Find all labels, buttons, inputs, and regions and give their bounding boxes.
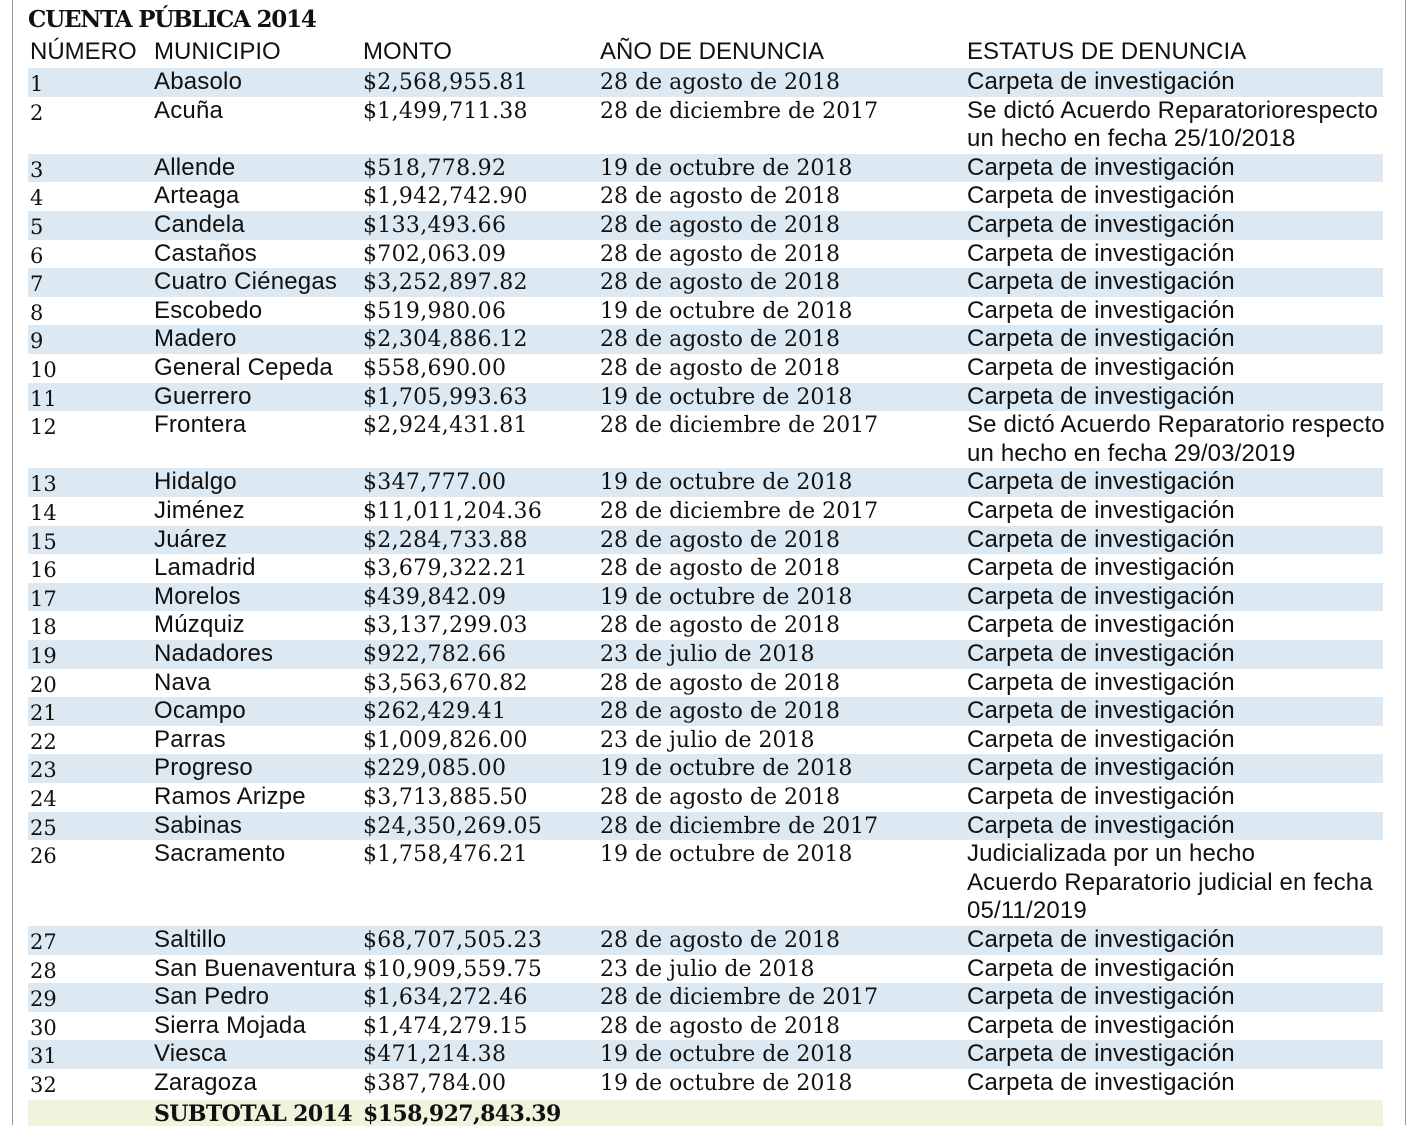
cell-municipio: Castaños <box>154 239 257 267</box>
cell-numero: 13 <box>30 472 57 497</box>
cell-anio-denuncia: 23 de julio de 2018 <box>600 956 815 982</box>
table-row <box>28 526 1383 555</box>
cell-monto: $702,063.09 <box>363 241 507 267</box>
table-row <box>28 211 1383 240</box>
table-row <box>28 1012 1383 1041</box>
cell-monto: $1,634,272.46 <box>363 985 528 1011</box>
cell-numero: 23 <box>30 758 57 783</box>
cell-municipio: Nava <box>154 668 211 696</box>
cell-numero: 15 <box>30 529 57 554</box>
table-row <box>28 154 1383 183</box>
cell-municipio: Cuatro Ciénegas <box>154 268 338 296</box>
cell-numero: 11 <box>30 386 57 411</box>
cell-estatus-denuncia <box>967 97 1378 154</box>
cell-numero: 12 <box>30 415 57 440</box>
cell-municipio: Acuña <box>154 96 224 124</box>
cell-municipio: Arteaga <box>154 182 240 210</box>
cell-monto: $3,713,885.50 <box>363 785 528 810</box>
cell-anio-denuncia: 23 de julio de 2018 <box>600 642 815 667</box>
cell-anio-denuncia: 28 de diciembre de 2017 <box>600 413 879 439</box>
cell-municipio: Allende <box>154 153 236 181</box>
cell-numero: 16 <box>30 558 57 583</box>
cell-anio-denuncia: 28 de agosto de 2018 <box>600 670 840 696</box>
cell-monto: $1,758,476.21 <box>363 842 528 868</box>
table-row <box>28 640 1383 669</box>
cell-anio-denuncia: 28 de diciembre de 2017 <box>600 499 879 524</box>
cell-estatus-denuncia <box>967 583 1235 612</box>
cell-municipio: Nadadores <box>154 640 274 667</box>
estatus-line: Carpeta de investigación <box>967 926 1235 953</box>
table-row <box>28 1040 1383 1069</box>
cell-numero: 10 <box>30 358 57 382</box>
cell-numero: 4 <box>30 186 44 211</box>
table-row <box>28 468 1383 497</box>
cell-numero: 6 <box>30 243 44 268</box>
cell-anio-denuncia: 19 de octubre de 2018 <box>600 756 853 782</box>
cell-estatus-denuncia <box>967 354 1235 383</box>
cell-estatus-denuncia <box>967 669 1235 698</box>
cell-anio-denuncia: 28 de agosto de 2018 <box>600 70 840 95</box>
table-row <box>28 812 1383 841</box>
cell-numero: 3 <box>30 157 44 182</box>
cell-monto: $10,909,559.75 <box>363 956 543 982</box>
cell-estatus-denuncia <box>967 68 1235 97</box>
header-anio-denuncia: AÑO DE DENUNCIA <box>600 38 825 65</box>
cell-numero: 9 <box>30 329 44 354</box>
table-row <box>28 754 1383 783</box>
cell-anio-denuncia: 23 de julio de 2018 <box>600 727 815 753</box>
estatus-line: Carpeta de investigación <box>967 68 1235 95</box>
cell-monto: $1,705,993.63 <box>363 384 528 410</box>
cell-numero: 28 <box>30 958 57 983</box>
cell-anio-denuncia: 28 de agosto de 2018 <box>600 241 840 267</box>
cell-monto: $439,842.09 <box>363 584 507 610</box>
cell-numero: 21 <box>30 701 57 726</box>
estatus-line: Carpeta de investigación <box>967 954 1235 982</box>
cell-monto: $1,474,279.15 <box>363 1013 528 1039</box>
cell-monto: $262,429.41 <box>363 699 507 725</box>
cell-monto: $3,252,897.82 <box>363 270 528 296</box>
cell-monto: $68,707,505.23 <box>363 928 543 953</box>
table-row <box>28 268 1383 297</box>
cell-municipio: Múzquiz <box>154 611 245 639</box>
estatus-line: Carpeta de investigación <box>967 268 1235 296</box>
cell-estatus-denuncia <box>967 240 1235 269</box>
cell-municipio: General Cepeda <box>154 354 333 381</box>
estatus-line: Carpeta de investigación <box>967 382 1235 410</box>
table-row <box>28 955 1383 984</box>
estatus-line: Carpeta de investigación <box>967 697 1235 725</box>
cell-numero: 31 <box>30 1044 57 1069</box>
cell-numero: 5 <box>30 215 44 239</box>
cell-municipio: Abasolo <box>154 68 243 95</box>
estatus-line: Carpeta de investigación <box>967 640 1235 667</box>
cell-municipio: Sacramento <box>154 840 286 868</box>
cell-numero: 2 <box>30 100 44 125</box>
cell-municipio: Saltillo <box>154 926 227 953</box>
cell-monto: $519,980.06 <box>363 298 507 324</box>
estatus-line: Carpeta de investigación <box>967 668 1235 696</box>
cell-numero: 30 <box>30 1015 57 1040</box>
cell-estatus-denuncia <box>967 812 1235 841</box>
estatus-line: Se dictó Acuerdo Reparatoriorespecto <box>967 96 1378 124</box>
estatus-line: Carpeta de investigación <box>967 182 1235 210</box>
cell-anio-denuncia: 28 de diciembre de 2017 <box>600 813 879 839</box>
estatus-line: un hecho en fecha 25/10/2018 <box>967 125 1296 153</box>
cell-monto: $471,214.38 <box>363 1042 507 1068</box>
cell-municipio: Madero <box>154 325 237 353</box>
cell-anio-denuncia: 19 de octubre de 2018 <box>600 584 853 610</box>
cell-estatus-denuncia <box>967 1040 1235 1069</box>
cell-estatus-denuncia <box>967 697 1235 726</box>
cell-anio-denuncia: 28 de agosto de 2018 <box>600 1013 840 1039</box>
cell-anio-denuncia: 28 de agosto de 2018 <box>600 327 840 353</box>
estatus-line: Carpeta de investigación <box>967 525 1235 553</box>
cell-municipio: Sierra Mojada <box>154 1011 307 1039</box>
cell-estatus-denuncia <box>967 497 1235 526</box>
cell-anio-denuncia: 19 de octubre de 2018 <box>600 1071 853 1096</box>
cell-monto: $3,137,299.03 <box>363 613 528 639</box>
cell-municipio: Progreso <box>154 754 253 782</box>
cell-estatus-denuncia <box>967 411 1385 468</box>
cell-numero: 27 <box>30 930 57 954</box>
table-row <box>28 726 1383 755</box>
cell-municipio: San Pedro <box>154 983 270 1011</box>
cell-municipio: Hidalgo <box>154 468 237 496</box>
estatus-line: Carpeta de investigación <box>967 554 1235 582</box>
estatus-line: Carpeta de investigación <box>967 783 1235 810</box>
table-row <box>28 383 1383 412</box>
cell-numero: 26 <box>30 844 57 869</box>
subtotal-label: SUBTOTAL 2014 <box>154 1100 352 1127</box>
cell-anio-denuncia: 19 de octubre de 2018 <box>600 470 853 496</box>
cell-monto: $2,568,955.81 <box>363 70 528 95</box>
cell-numero: 22 <box>30 729 57 754</box>
cell-monto: $2,304,886.12 <box>363 327 528 353</box>
estatus-line: un hecho en fecha 29/03/2019 <box>967 439 1296 467</box>
cell-anio-denuncia: 19 de octubre de 2018 <box>600 384 853 410</box>
cell-municipio: Viesca <box>154 1040 227 1068</box>
cell-estatus-denuncia <box>967 1069 1235 1098</box>
cell-monto: $133,493.66 <box>363 213 507 238</box>
estatus-line: Carpeta de investigación <box>967 811 1235 839</box>
cell-municipio: Lamadrid <box>154 554 256 582</box>
cell-estatus-denuncia <box>967 468 1235 497</box>
estatus-line: Carpeta de investigación <box>967 153 1235 181</box>
cell-monto: $518,778.92 <box>363 155 507 181</box>
cell-estatus-denuncia <box>967 182 1235 211</box>
subtotal-row <box>28 1100 1383 1126</box>
estatus-line: Carpeta de investigación <box>967 754 1235 782</box>
cell-numero: 14 <box>30 501 57 525</box>
cell-numero: 8 <box>30 300 44 325</box>
cell-monto: $2,284,733.88 <box>363 527 528 553</box>
cell-anio-denuncia: 28 de diciembre de 2017 <box>600 985 879 1011</box>
table-row <box>28 182 1383 211</box>
cell-numero: 29 <box>30 987 57 1012</box>
cell-anio-denuncia: 28 de agosto de 2018 <box>600 356 840 381</box>
cell-estatus-denuncia <box>967 840 1373 926</box>
cell-monto: $387,784.00 <box>363 1071 507 1096</box>
table-row <box>28 926 1383 955</box>
table-row <box>28 297 1383 326</box>
table-row <box>28 611 1383 640</box>
cell-municipio: Zaragoza <box>154 1069 257 1096</box>
cell-monto: $24,350,269.05 <box>363 813 543 839</box>
cell-anio-denuncia: 28 de agosto de 2018 <box>600 270 840 296</box>
cell-municipio: San Buenaventura <box>154 954 357 982</box>
table-row <box>28 840 1383 926</box>
cell-numero: 32 <box>30 1073 57 1097</box>
cell-numero: 7 <box>30 272 44 297</box>
cell-anio-denuncia: 19 de octubre de 2018 <box>600 842 853 868</box>
cell-anio-denuncia: 28 de agosto de 2018 <box>600 928 840 953</box>
cell-numero: 17 <box>30 586 57 611</box>
cell-monto: $1,009,826.00 <box>363 727 528 753</box>
estatus-line: Carpeta de investigación <box>967 239 1235 267</box>
cell-estatus-denuncia <box>967 211 1235 240</box>
cell-anio-denuncia: 28 de agosto de 2018 <box>600 213 840 238</box>
cell-estatus-denuncia <box>967 611 1235 640</box>
cell-municipio: Frontera <box>154 411 247 439</box>
estatus-line: Carpeta de investigación <box>967 582 1235 610</box>
estatus-line: Judicializada por un hecho <box>967 840 1256 868</box>
estatus-line: Carpeta de investigación <box>967 611 1235 639</box>
cell-anio-denuncia: 28 de agosto de 2018 <box>600 556 840 582</box>
estatus-line: Carpeta de investigación <box>967 211 1235 238</box>
cell-municipio: Escobedo <box>154 296 263 324</box>
cell-estatus-denuncia <box>967 297 1235 326</box>
table-row <box>28 68 1383 97</box>
cell-anio-denuncia: 19 de octubre de 2018 <box>600 1042 853 1068</box>
cell-estatus-denuncia <box>967 325 1235 354</box>
cell-monto: $1,499,711.38 <box>363 98 528 124</box>
cell-numero: 24 <box>30 787 57 811</box>
table-row <box>28 983 1383 1012</box>
table-row <box>28 783 1383 812</box>
cell-monto: $558,690.00 <box>363 356 507 381</box>
cell-municipio: Parras <box>154 725 226 753</box>
cell-numero: 25 <box>30 815 57 840</box>
cell-estatus-denuncia <box>967 383 1235 412</box>
cell-estatus-denuncia <box>967 983 1235 1012</box>
cell-monto: $3,563,670.82 <box>363 670 528 696</box>
cell-municipio: Candela <box>154 211 245 238</box>
cell-anio-denuncia: 28 de agosto de 2018 <box>600 785 840 810</box>
table-row <box>28 354 1383 383</box>
cell-anio-denuncia: 28 de agosto de 2018 <box>600 613 840 639</box>
cell-monto: $11,011,204.36 <box>363 499 543 524</box>
table-row <box>28 325 1383 354</box>
cell-anio-denuncia: 28 de agosto de 2018 <box>600 184 840 210</box>
table-row <box>28 411 1383 468</box>
estatus-line: Carpeta de investigación <box>967 1069 1235 1096</box>
header-estatus-denuncia: ESTATUS DE DENUNCIA <box>967 38 1247 65</box>
cell-municipio: Jiménez <box>154 497 245 524</box>
cell-monto: $3,679,322.21 <box>363 556 528 582</box>
table-row <box>28 697 1383 726</box>
cell-anio-denuncia: 28 de agosto de 2018 <box>600 699 840 725</box>
cell-estatus-denuncia <box>967 268 1235 297</box>
table-row <box>28 97 1383 154</box>
cell-estatus-denuncia <box>967 526 1235 555</box>
cell-estatus-denuncia <box>967 640 1235 669</box>
cell-estatus-denuncia <box>967 1012 1235 1041</box>
cell-estatus-denuncia <box>967 554 1235 583</box>
cell-anio-denuncia: 28 de agosto de 2018 <box>600 527 840 553</box>
estatus-line: Carpeta de investigación <box>967 725 1235 753</box>
cell-numero: 19 <box>30 644 57 668</box>
cell-monto: $2,924,431.81 <box>363 413 528 439</box>
estatus-line: Carpeta de investigación <box>967 983 1235 1011</box>
cell-monto: $1,942,742.90 <box>363 184 528 210</box>
table-row <box>28 669 1383 698</box>
cell-numero: 18 <box>30 615 57 640</box>
cell-anio-denuncia: 19 de octubre de 2018 <box>600 155 853 181</box>
cell-monto: $229,085.00 <box>363 756 507 782</box>
estatus-line: Carpeta de investigación <box>967 296 1235 324</box>
estatus-line: Carpeta de investigación <box>967 1040 1235 1068</box>
cell-estatus-denuncia <box>967 783 1235 812</box>
cell-anio-denuncia: 19 de octubre de 2018 <box>600 298 853 324</box>
cell-monto: $922,782.66 <box>363 642 507 667</box>
cell-municipio: Juárez <box>154 525 228 553</box>
header-numero: NÚMERO <box>30 38 137 65</box>
cell-estatus-denuncia <box>967 955 1235 984</box>
cell-estatus-denuncia <box>967 926 1235 955</box>
cell-municipio: Ramos Arizpe <box>154 783 306 810</box>
cell-numero: 1 <box>30 72 44 96</box>
subtotal-monto: $158,927,843.39 <box>363 1100 561 1127</box>
cell-estatus-denuncia <box>967 726 1235 755</box>
table-row <box>28 554 1383 583</box>
cell-municipio: Guerrero <box>154 382 252 410</box>
estatus-line: Carpeta de investigación <box>967 468 1235 496</box>
header-monto: MONTO <box>363 38 452 65</box>
table-row <box>28 240 1383 269</box>
table-title: CUENTA PÚBLICA 2014 <box>28 6 316 33</box>
table-row <box>28 497 1383 526</box>
estatus-line: Carpeta de investigación <box>967 354 1235 381</box>
cell-municipio: Ocampo <box>154 697 246 725</box>
estatus-line: 05/11/2019 <box>967 897 1087 925</box>
estatus-line: Carpeta de investigación <box>967 497 1235 524</box>
cell-municipio: Morelos <box>154 582 241 610</box>
cell-estatus-denuncia <box>967 154 1235 183</box>
estatus-line: Carpeta de investigación <box>967 325 1235 353</box>
header-municipio: MUNICIPIO <box>154 38 281 65</box>
cell-anio-denuncia: 28 de diciembre de 2017 <box>600 98 879 124</box>
cell-municipio: Sabinas <box>154 811 243 839</box>
estatus-line: Carpeta de investigación <box>967 1011 1235 1039</box>
cell-monto: $347,777.00 <box>363 470 507 496</box>
table-row <box>28 1069 1383 1098</box>
cell-estatus-denuncia <box>967 754 1235 783</box>
estatus-line: Acuerdo Reparatorio judicial en fecha <box>967 868 1373 896</box>
table-row <box>28 583 1383 612</box>
cell-numero: 20 <box>30 672 57 697</box>
estatus-line: Se dictó Acuerdo Reparatorio respecto <box>967 411 1385 439</box>
